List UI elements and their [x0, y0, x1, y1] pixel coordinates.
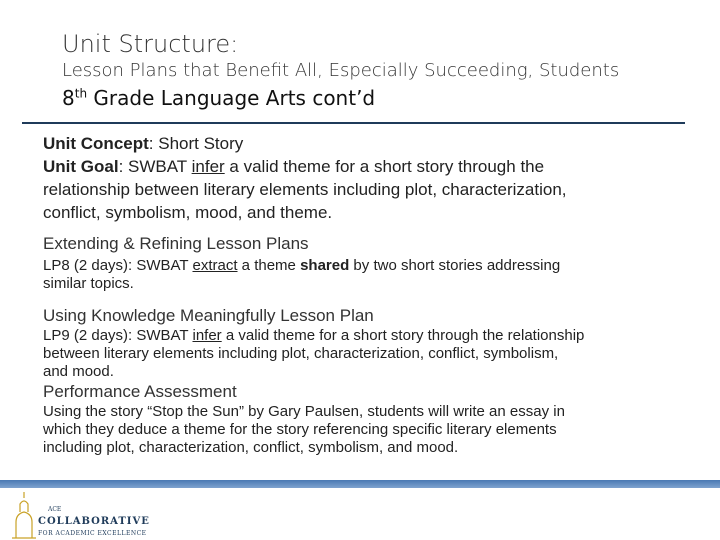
grade-ordinal: th	[74, 86, 88, 101]
page-subtitle: Lesson Plans that Benefit All, Especially Succeeding, Students	[62, 60, 620, 81]
unit-goal-line2: relationship between literary elements including plot, characterization,	[43, 180, 567, 199]
performance-line2: which they deduce a theme for the story referencing specific literary elements	[43, 421, 557, 438]
logo-tagline: FOR ACADEMIC EXCELLENCE	[38, 530, 147, 537]
grade-number: 8	[62, 86, 75, 110]
lp8-line1	[43, 257, 713, 275]
extending-heading: Extending & Refining Lesson Plans	[43, 234, 309, 253]
performance-heading: Performance Assessment	[43, 382, 237, 401]
lp9-line1	[43, 327, 713, 345]
slide-body	[43, 132, 713, 457]
unit-goal-pre: : SWBAT	[118, 157, 192, 176]
unit-goal	[43, 155, 713, 178]
lp9-line3: and mood.	[43, 363, 114, 380]
using-heading: Using Knowledge Meaningfully Lesson Plan	[43, 306, 374, 325]
lp8-post: by two short stories addressing	[349, 257, 561, 274]
unit-concept-label: Unit Concept	[43, 134, 149, 153]
unit-goal-label: Unit Goal	[43, 157, 119, 176]
unit-concept-value: : Short Story	[148, 134, 244, 153]
performance-line3: including plot, characterization, conflict, symbolism, and mood.	[43, 439, 459, 456]
logo-name: COLLABORATIVE	[38, 516, 150, 527]
grade-heading	[62, 86, 375, 110]
lp9-pre: LP9 (2 days): SWBAT	[43, 327, 193, 344]
unit-goal-verb: infer	[191, 157, 225, 176]
footer-bar	[0, 480, 720, 488]
unit-goal-post: a valid theme for a short story through the	[224, 157, 545, 176]
lp9-line2: between literary elements including plot, characterization, conflict, symbolism,	[43, 345, 559, 362]
lp9-post: a valid theme for a short story through the relationship	[221, 327, 585, 344]
logo-ace: ACE	[48, 506, 62, 513]
lp8-bold: shared	[300, 257, 350, 274]
unit-concept	[43, 132, 713, 155]
title-divider	[22, 122, 685, 124]
unit-goal-line3: conflict, symbolism, mood, and theme.	[43, 203, 333, 222]
lp8-line2: similar topics.	[43, 275, 134, 292]
lp8-mid: a theme	[237, 257, 301, 274]
page-title: Unit Structure:	[62, 30, 239, 58]
lp8-verb: extract	[192, 257, 238, 274]
grade-rest: Grade Language Arts cont’d	[87, 86, 376, 110]
lp9-verb: infer	[192, 327, 222, 344]
lp8-pre: LP8 (2 days): SWBAT	[43, 257, 193, 274]
performance-line1: Using the story “Stop the Sun” by Gary Paulsen, students will write an essay in	[43, 403, 565, 420]
